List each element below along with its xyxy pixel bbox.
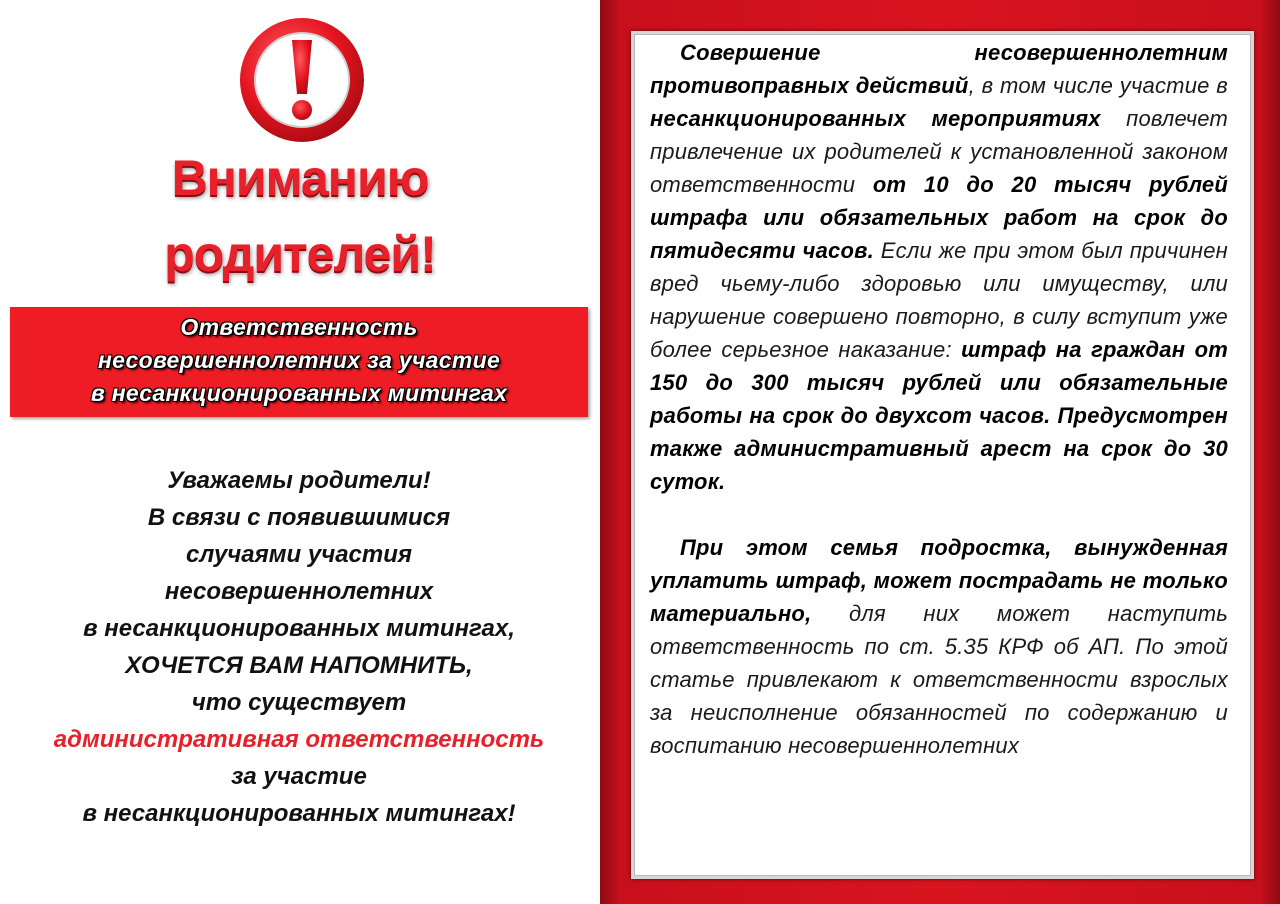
bold-text: При этом семья подростка, вынужденная уплатить штраф, может пострадать не только материально, (650, 535, 1228, 626)
headline-line-2: родителей! (164, 226, 436, 282)
banner-line: несовершеннолетних за участие (97, 347, 501, 373)
appeal-text (10, 462, 588, 832)
plain-text: повлечет привлечение их родителей к установленной законом ответственности (650, 106, 1228, 197)
appeal-line: в несанкционированных митингах, (83, 615, 515, 642)
plain-text: Если же при этом был причинен вред чьему-либо здоровью или имуществу, или нарушение совершено повторно, в силу вступит уже более серьезное наказание: (650, 238, 1228, 362)
paragraph-2 (650, 531, 1228, 762)
notice-body (650, 36, 1228, 762)
appeal-line: за участие (231, 763, 367, 790)
appeal-line: случаями участия (185, 541, 413, 568)
appeal-line: В связи с появившимися (147, 504, 451, 531)
red-frame (600, 0, 1280, 904)
left-panel (0, 0, 600, 904)
appeal-line: ХОЧЕТСЯ ВАМ НАПОМНИТЬ, (125, 652, 473, 679)
appeal-line-highlight: административная ответственность (53, 726, 545, 753)
appeal-line: что существует (191, 689, 407, 716)
headline-line-1: Вниманию (171, 150, 429, 206)
appeal-line: в несанкционированных митингах! (82, 800, 516, 827)
exclamation-circle-icon (236, 14, 368, 146)
banner-line: в несанкционированных митингах (90, 380, 508, 406)
appeal-line: несовершеннолетних (164, 578, 434, 605)
bold-text: Совершение несовершеннолетним противоправных действий (650, 40, 1228, 98)
subtitle-banner (10, 307, 588, 417)
plain-text: для них может наступить ответственность по ст. 5.35 КРФ об АП. По этой статье привлекают к ответственности взрослых за неисполнение обязанностей по содержанию и воспитанию несовершеннолетних (650, 601, 1228, 758)
bold-text: от 10 до 20 тысяч рублей штрафа или обязательных работ на срок до пятидесяти часов. (650, 172, 1229, 263)
bold-text: штраф на граждан от 150 до 300 тысяч рублей или обязательные работы на срок до двухсот часов. Предусмотрен также административный арест на срок до 30 суток. (650, 337, 1228, 494)
banner-line: Ответственность (180, 314, 418, 340)
plain-text: , в том числе участие в (968, 73, 1228, 98)
paragraph-1 (650, 36, 1228, 498)
appeal-line: Уважаемы родители! (167, 467, 431, 494)
bold-text: несанкционированных мероприятиях (650, 106, 1101, 131)
